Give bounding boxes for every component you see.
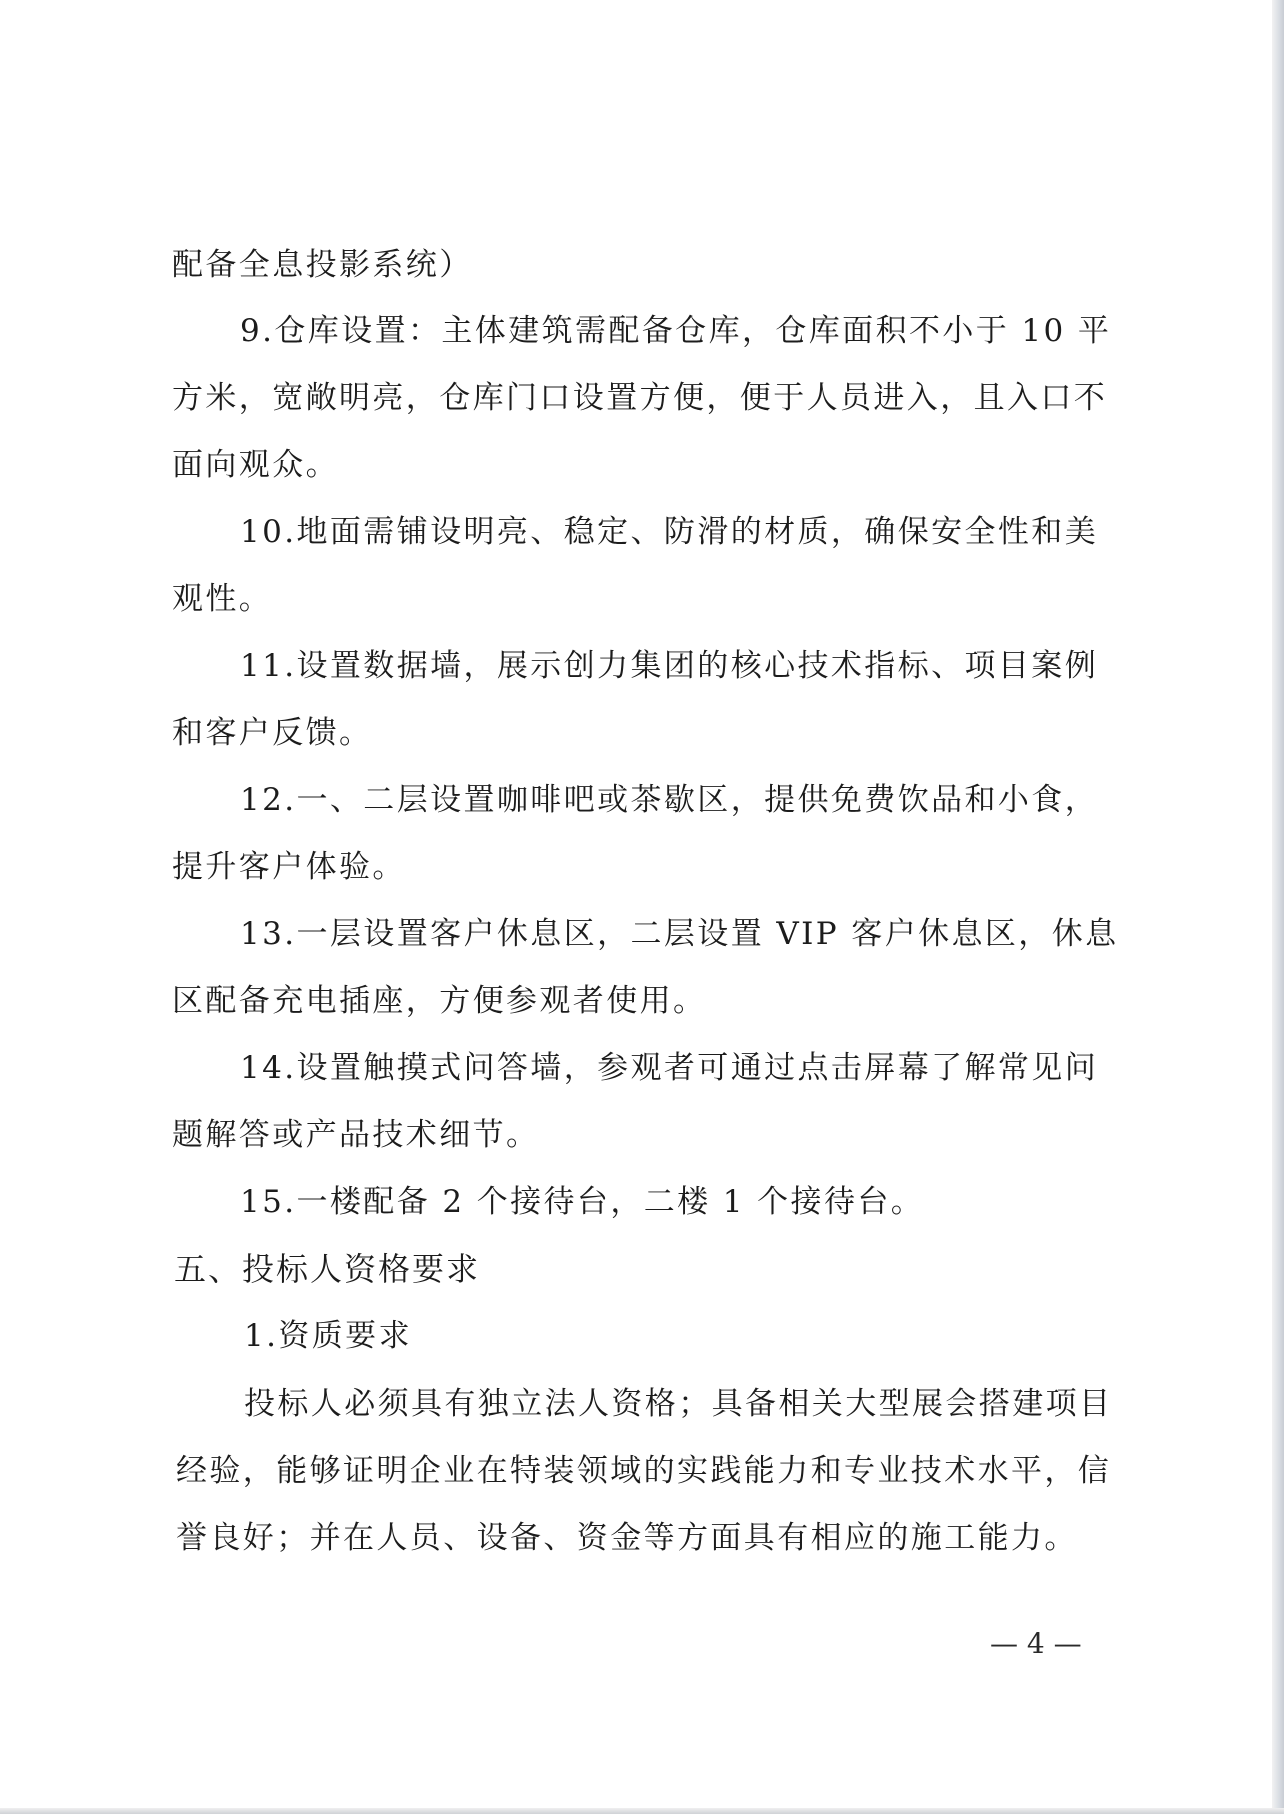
- text-line: 题解答或产品技术细节。: [172, 1117, 540, 1153]
- item-10-line: 10.地面需铺设明亮、稳定、防滑的材质，确保安全性和美: [240, 514, 1099, 550]
- text-line: 面向观众。: [172, 447, 339, 483]
- text-line: 誉良好；并在人员、设备、资金等方面具有相应的施工能力。: [176, 1520, 1078, 1556]
- item-11-line: 11.设置数据墙，展示创力集团的核心技术指标、项目案例: [240, 648, 1099, 684]
- text-line: 提升客户体验。: [172, 849, 406, 885]
- item-13-line: 13.一层设置客户休息区，二层设置 VIP 客户休息区，休息: [240, 916, 1119, 952]
- text-line: 区配备充电插座，方便参观者使用。: [172, 983, 707, 1019]
- page-number: — 4 —: [990, 1627, 1082, 1660]
- subsection-heading: 1.资质要求: [244, 1318, 412, 1354]
- scan-edge-bottom: [0, 1808, 1284, 1814]
- item-14-line: 14.设置触摸式问答墙，参观者可通过点击屏幕了解常见问: [240, 1050, 1099, 1086]
- text-line: 和客户反馈。: [172, 715, 373, 751]
- scan-edge-right: [1272, 0, 1284, 1814]
- text-line: 方米，宽敞明亮，仓库门口设置方便，便于人员进入，且入口不: [172, 380, 1108, 416]
- section-heading: 五、投标人资格要求: [174, 1250, 481, 1288]
- text-line: 配备全息投影系统）: [172, 247, 473, 283]
- text-line: 观性。: [172, 581, 273, 617]
- text-line: 投标人必须具有独立法人资格；具备相关大型展会搭建项目: [244, 1386, 1113, 1422]
- text-line: 经验，能够证明企业在特装领域的实践能力和专业技术水平，信: [176, 1453, 1112, 1489]
- item-15-line: 15.一楼配备 2 个接待台，二楼 1 个接待台。: [240, 1184, 925, 1220]
- item-9-line: 9.仓库设置：主体建筑需配备仓库，仓库面积不小于 10 平: [240, 313, 1112, 349]
- item-12-line: 12.一、二层设置咖啡吧或茶歇区，提供免费饮品和小食，: [240, 782, 1099, 818]
